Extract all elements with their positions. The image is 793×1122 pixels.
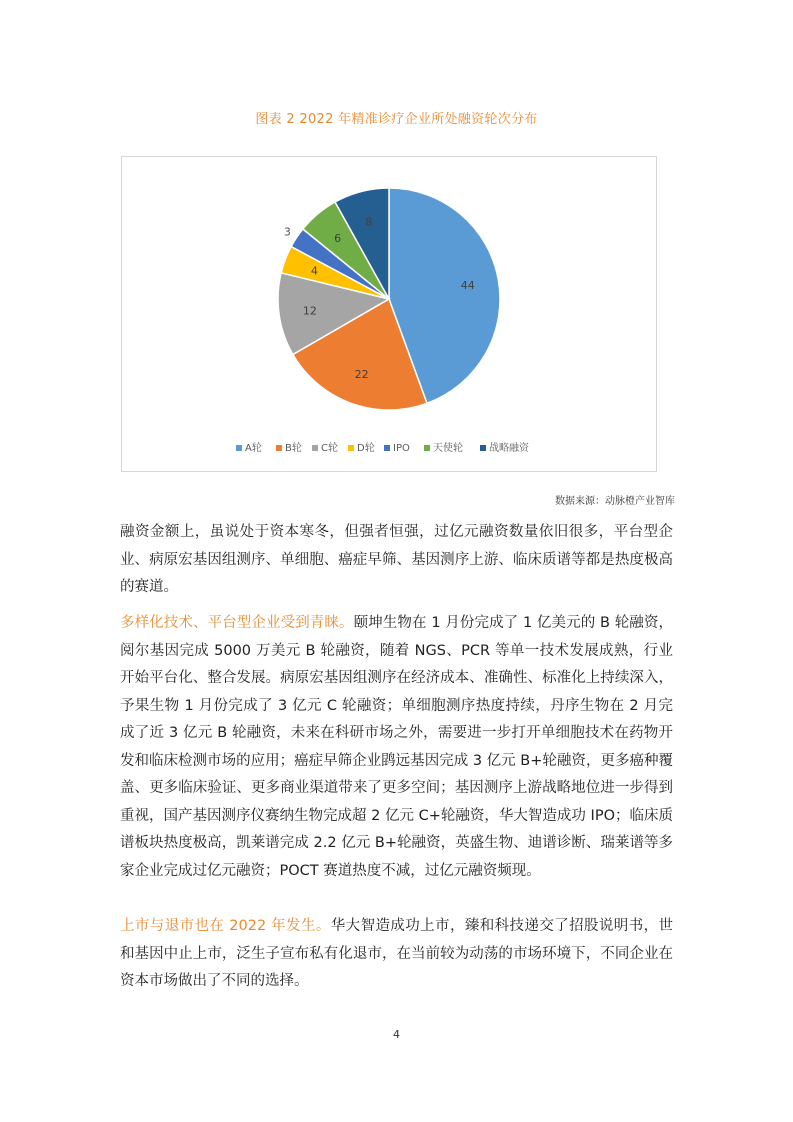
pie-data-label-2: 22 [354, 368, 369, 382]
legend-label-2: B轮 [285, 443, 302, 454]
legend-swatch-3 [312, 445, 318, 451]
pie-data-label-5: 3 [283, 225, 291, 239]
legend-swatch-1 [236, 445, 242, 451]
pie-data-label-6: 6 [334, 231, 342, 245]
paragraph-3-text: 华大智造成功上市，臻和科技递交了招股说明书，世和基因中止上市，泛生子宣布私有化退市，在当前较为动荡的市场环境下，不同企业在资本市场做出了不同的选择。 [120, 918, 674, 989]
paragraph-1-text: 融资金额上，虽说处于资本寒冬，但强者恒强，过亿元融资数量依旧很多，平台型企业、病原宏基因组测序、单细胞、癌症早筛、基因测序上游、临床质谱等都是热度极高的赛道。 [120, 524, 673, 595]
legend-swatch-6 [424, 445, 430, 451]
data-source: 数据来源：动脉橙产业智库 [555, 496, 675, 507]
pie-data-label-4: 4 [310, 264, 318, 278]
paragraph-3 [120, 913, 673, 996]
legend-swatch-7 [480, 445, 486, 451]
paragraph-2 [120, 610, 673, 885]
paragraph-3-highlight: 上市与退市也在 2022 年发生。 [120, 918, 331, 934]
figure-caption: 图表 2 2022 年精准诊疗企业所处融资轮次分布 [255, 112, 538, 127]
pie-data-label-3: 12 [302, 304, 317, 318]
legend-label-1: A轮 [245, 443, 262, 454]
pie-chart-svg [122, 157, 656, 471]
paragraph-1 [120, 519, 673, 602]
pie-data-label-1: 44 [460, 279, 475, 293]
paragraph-2-text: 颐坤生物在 1 月份完成了 1 亿美元的 B 轮融资，阅尔基因完成 5000 万美元 B 轮融资，随着 NGS、PCR 等单一技术发展成熟，行业开始平台化、整合发展。病原宏基因组测序在经济成本、准确性、标准化上持续深入，予果生物 1 月份完成了 3 亿元 C 轮融资；单细胞测序热度持续，丹序生物在 2 月完成了近 3 亿元 B 轮融资，未来在科研市场之外，需要进一步打开单细胞技术在药物开发和临床检测市场的应用；癌症早筛企业鹍远基因完成 3 亿元 B+轮融资，更多癌种覆盖、更多临床验证、更多商业渠道带来了更多空间；基因测序上游战略地位进一步得到重视，国产基因测序仪赛纳生物完成超 2 亿元 C+轮融资，华大智造成功 IPO；临床质谱板块热度极高，凯莱谱完成 2.2 亿元 B+轮融资，英盛生物、迪谱诊断、瑞莱谱等多家企业完成过亿元融资；POCT 赛道热度不减，过亿元融资频现。 [120, 615, 673, 879]
legend-label-6: 天使轮 [433, 443, 463, 454]
legend-label-7: 战略融资 [489, 443, 529, 454]
legend-swatch-2 [276, 445, 282, 451]
page-number: 4 [393, 1028, 400, 1041]
legend-label-4: D轮 [357, 443, 375, 454]
pie-chart [121, 156, 657, 472]
paragraph-2-highlight: 多样化技术、平台型企业受到青睐。 [120, 615, 354, 631]
legend-label-3: C轮 [321, 443, 338, 454]
legend-label-5: IPO [393, 443, 410, 454]
legend-swatch-4 [348, 445, 354, 451]
legend-swatch-5 [384, 445, 390, 451]
pie-data-label-7: 8 [365, 215, 373, 229]
